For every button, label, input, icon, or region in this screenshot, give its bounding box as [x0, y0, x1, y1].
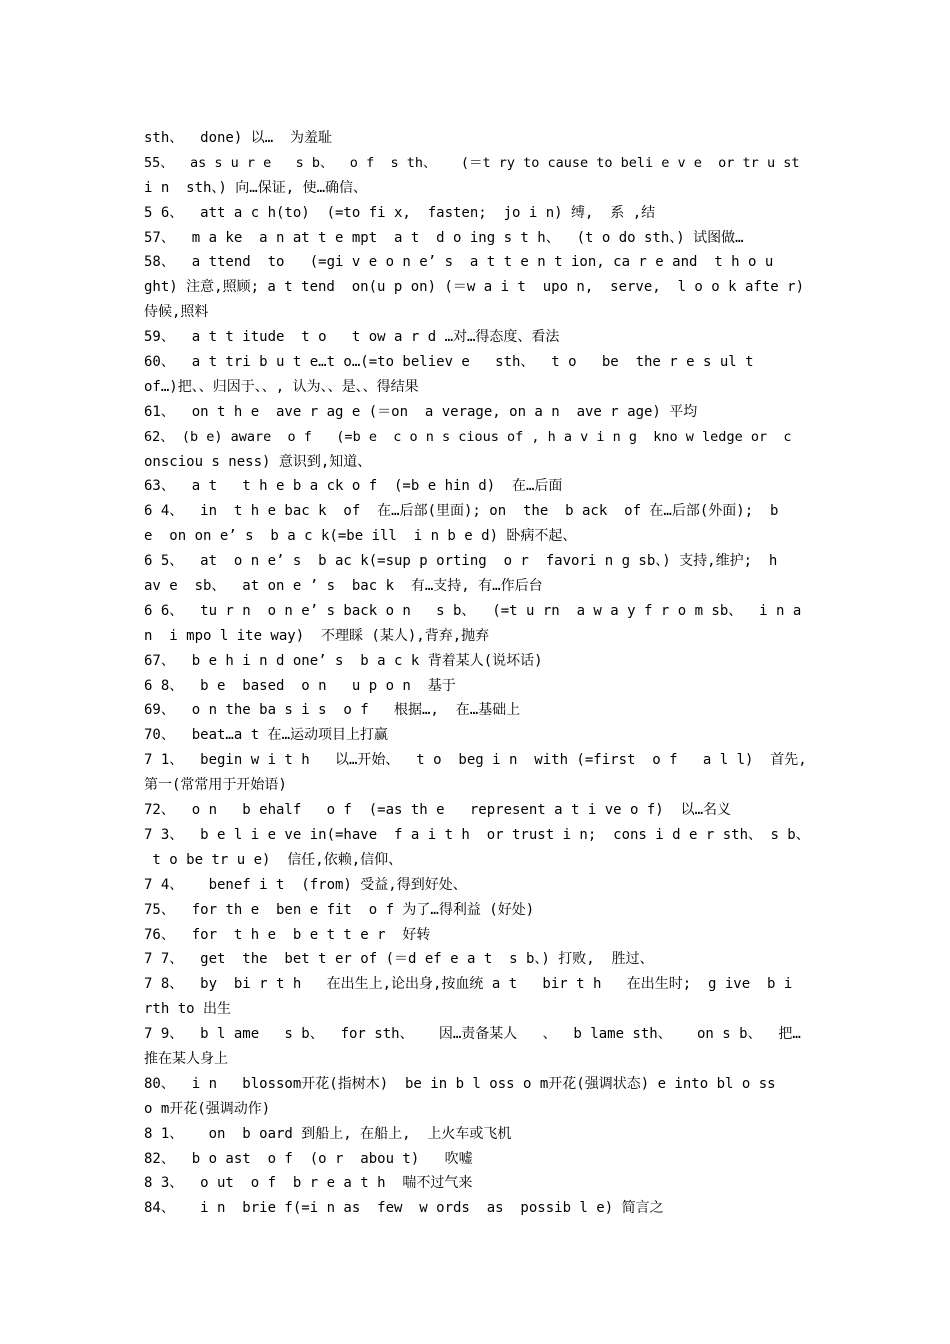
text-line: i n sth、) 向…保证, 使…确信、	[144, 179, 368, 196]
text-line: rth to 出生	[144, 1001, 232, 1018]
document-page	[144, 126, 812, 1221]
text-line: 7 7、 get the bet t er of (＝d ef e a t s b、) 打败, 胜过、	[144, 951, 654, 968]
text-line: 82、 b o ast o f (o r abou t) 吹嘘	[144, 1150, 473, 1167]
text-line: 69、 o n the ba s i s o f 根据…, 在…基础上	[144, 702, 521, 719]
text-line: 59、 a t t itude t o t ow a r d …对…得态度、看法	[144, 329, 560, 346]
text-line: 8 1、 on b oard 到船上, 在船上, 上火车或飞机	[144, 1125, 512, 1142]
text-line: t o be tr u e) 信任,依赖,信仰、	[144, 851, 403, 868]
text-line: 61、 on t h e ave r ag e (＝on a verage, on a n ave r age) 平均	[144, 403, 698, 420]
text-line: onsciou s ness) 意识到,知道、	[144, 453, 372, 470]
text-line: 第一(常常用于开始语)	[144, 777, 287, 794]
text-line: 57、 m a ke a n at t e mpt a t d o ing s t h、 (t o do sth、) 试图做…	[144, 229, 744, 246]
text-line: 7 3、 b e l i e ve in(=have f a i t h or trust i n; cons i d e r sth、 s b、	[144, 826, 810, 843]
text-line: 72、 o n b ehalf o f (=as th e represent a t i ve o f) 以…名义	[144, 802, 732, 819]
text-line: 6 5、 at o n e’ s b ac k(=sup p orting o r favori n g sb、) 支持,维护; h	[144, 553, 778, 570]
text-line: 7 4、 benef i t (from) 受益,得到好处、	[144, 876, 467, 893]
text-line: 80、 i n blossom开花(指树木) be in b l oss o m开花(强调状态) e into bl o ss	[144, 1075, 776, 1092]
text-line: 67、 b e h i n d one’ s b a c k 背着某人(说坏话)	[144, 652, 543, 669]
text-line: 6 8、 b e based o n u p o n 基于	[144, 677, 456, 694]
text-line: 7 8、 by bi r t h 在出生上,论出身,按血统 a t bir t h 在出生时; g ive b i	[144, 976, 793, 993]
text-line: 60、 a t tri b u t e…t o…(=to believ e sth、 t o be the r e s ul t	[144, 354, 754, 371]
text-line: 6 4、 in t h e bac k of 在…后部(里面); on the b ack of 在…后部(外面); b	[144, 503, 779, 520]
text-line: sth、 done) 以… 为羞耻	[144, 130, 333, 146]
text-line: 76、 for t h e b e t t e r 好转	[144, 926, 431, 943]
text-line: n i mpo l ite way) 不理睬 (某人),背弃,抛弃	[144, 627, 490, 644]
text-line: 推在某人身上	[144, 1050, 228, 1067]
text-line: ght) 注意,照顾; a t tend on(u p on) (＝w a i t upo n, serve, l o o k afte r)	[144, 279, 805, 296]
text-line: 84、 i n brie f(=i n as few w ords as possib l e) 简言之	[144, 1200, 664, 1217]
text-line: 8 3、 o ut o f b r e a t h 喘不过气来	[144, 1175, 473, 1192]
text-line: av e sb、 at on e ’ s bac k 有…支持, 有…作后台	[144, 578, 543, 595]
text-line: 62、 (b e) aware o f (=b e c o n s cious of , h a v i n g kno w ledge or c	[144, 428, 792, 445]
text-line: 7 9、 b l ame s b、 for sth、 因…责备某人 、 b lame sth、 on s b、 把…	[144, 1026, 801, 1043]
text-line: 63、 a t t h e b a ck o f (=b e hin d) 在…后面	[144, 478, 563, 495]
text-line: 5 6、 att a c h(to) (=to fi x, fasten; jo i n) 缚, 系 ,结	[144, 204, 656, 221]
text-line: 7 1、 begin w i t h 以…开始、 t o beg i n with (=first o f a l l) 首先,	[144, 752, 807, 769]
text-line: 75、 for th e ben e fit o f 为了…得利益 (好处)	[144, 901, 535, 918]
text-line: 58、 a ttend to (=gi v e o n e’ s a t t e n t ion, ca r e and t h o u	[144, 254, 774, 271]
text-line: o m开花(强调动作)	[144, 1100, 271, 1117]
text-line: 侍候,照料	[144, 304, 209, 321]
text-line: 55、 as s u r e s b、 o f s th、 (＝t ry to cause to beli e v e or tr u st	[144, 154, 800, 171]
text-line: 6 6、 tu r n o n e’ s back o n s b、 (=t u rn a w a y f r o m sb、 i n a	[144, 602, 802, 619]
text-line: e on on e’ s b a c k(=be ill i n b e d) 卧病不起、	[144, 528, 577, 545]
text-line: 70、 beat…a t 在…运动项目上打赢	[144, 727, 389, 744]
text-line: of…)把、、归因于、、, 认为、、是、、得结果	[144, 378, 419, 395]
